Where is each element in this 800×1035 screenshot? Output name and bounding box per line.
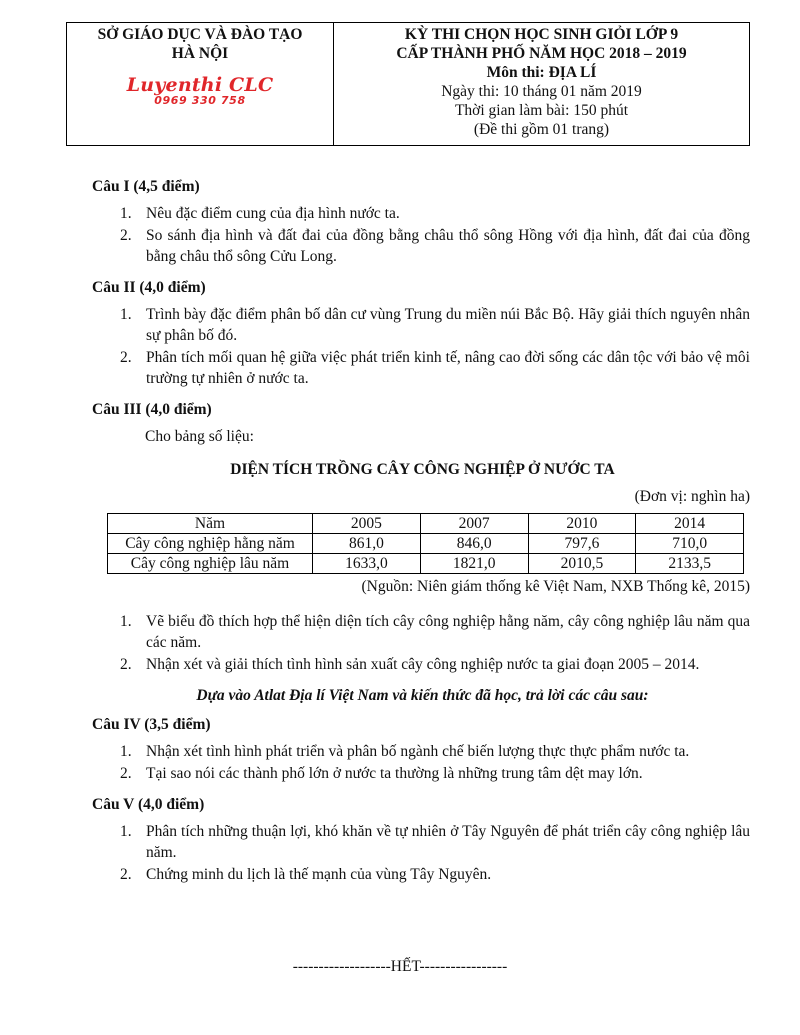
table-title: DIỆN TÍCH TRỒNG CÂY CÔNG NGHIỆP Ở NƯỚC TA: [230, 461, 615, 478]
table-cell: Năm: [108, 514, 313, 534]
table-cell: 846,0: [420, 534, 528, 554]
table-cell: 797,6: [528, 534, 636, 554]
list-item: [95, 225, 750, 267]
item-text: Nhận xét tình hình phát triển và phân bố ngành chế biến lượng thực thực phẩm nước ta.: [146, 743, 690, 760]
question-4-title: Câu IV (3,5 điểm): [92, 716, 211, 733]
header-right: [334, 23, 749, 145]
question-5-title: Câu V (4,0 điểm): [92, 796, 205, 813]
exam-title-line2: CẤP THÀNH PHỐ NĂM HỌC 2018 – 2019: [396, 45, 687, 62]
org-line2: HÀ NỘI: [171, 45, 229, 62]
item-text: So sánh địa hình và đất đai của đồng bằng châu thổ sông Hồng với địa hình, đất đai của đồng bằng châu thổ sông Cửu Long.: [146, 227, 750, 265]
exam-pages: (Đề thi gồm 01 trang): [473, 121, 610, 138]
item-text: Phân tích mối quan hệ giữa việc phát triển kinh tế, nâng cao đời sống các dân tộc với bảo vệ môi trường tự nhiên ở nước ta.: [146, 349, 750, 387]
exam-date: Ngày thi: 10 tháng 01 năm 2019: [441, 83, 642, 100]
table-row: [108, 554, 744, 574]
table-cell: 2010,5: [528, 554, 636, 574]
table-cell: 1633,0: [313, 554, 421, 574]
item-text: Nhận xét và giải thích tình hình sản xuất cây công nghiệp nước ta giai đoạn 2005 – 2014.: [146, 656, 700, 673]
table-source: (Nguồn: Niên giám thống kê Việt Nam, NXB Thống kê, 2015): [361, 578, 750, 595]
atlas-instruction: Dựa vào Atlat Địa lí Việt Nam và kiến thức đã học, trả lời các câu sau:: [196, 687, 649, 704]
end-marker: -------------------HẾT-----------------: [292, 958, 508, 975]
header-left: [67, 23, 334, 145]
list-item: [95, 864, 750, 885]
table-cell: 1821,0: [420, 554, 528, 574]
question-3-list: [95, 611, 750, 675]
item-text: Tại sao nói các thành phố lớn ở nước ta thường là những trung tâm dệt may lớn.: [146, 765, 643, 782]
item-text: Nêu đặc điểm cung của địa hình nước ta.: [146, 205, 400, 222]
item-number: 1.: [120, 743, 132, 760]
list-item: [95, 821, 750, 863]
exam-duration: Thời gian làm bài: 150 phút: [454, 102, 629, 119]
item-text: Trình bày đặc điểm phân bố dân cư vùng Trung du miền núi Bắc Bộ. Hãy giải thích nguyên nhân sự phân bố đó.: [146, 306, 750, 344]
table-cell: 2133,5: [636, 554, 744, 574]
question-1-list: [95, 203, 750, 267]
item-number: 2.: [120, 765, 132, 782]
item-number: 1.: [120, 613, 132, 630]
list-item: [95, 203, 750, 224]
table-cell: 2005: [313, 514, 421, 534]
table-cell: Cây công nghiệp lâu năm: [108, 554, 313, 574]
table-intro: Cho bảng số liệu:: [145, 428, 254, 445]
exam-subject: Môn thi: ĐỊA LÍ: [486, 64, 597, 81]
table-unit: (Đơn vị: nghìn ha): [634, 488, 750, 505]
item-number: 2.: [120, 349, 132, 366]
org-line1: SỞ GIÁO DỤC VÀ ĐÀO TẠO: [97, 26, 303, 43]
question-3-title: Câu III (4,0 điểm): [92, 401, 212, 418]
question-5-list: [95, 821, 750, 885]
list-item: [95, 654, 750, 675]
item-text: Vẽ biểu đồ thích hợp thể hiện diện tích cây công nghiệp hằng năm, cây công nghiệp lâu năm qua các năm.: [146, 613, 750, 651]
list-item: [95, 741, 750, 762]
item-number: 1.: [120, 306, 132, 323]
question-2-title: Câu II (4,0 điểm): [92, 279, 206, 296]
brand-logo: Luyenthi CLC: [126, 74, 274, 96]
exam-header: [66, 22, 750, 146]
data-table: [107, 513, 744, 574]
item-number: 2.: [120, 866, 132, 883]
table-header-row: [108, 514, 744, 534]
table-cell: Cây công nghiệp hằng năm: [108, 534, 313, 554]
brand-phone: 0969 330 758: [154, 94, 246, 107]
question-2-list: [95, 304, 750, 389]
table-cell: 861,0: [313, 534, 421, 554]
exam-content: [92, 176, 750, 895]
question-1-title: Câu I (4,5 điểm): [92, 178, 200, 195]
table-cell: 2014: [636, 514, 744, 534]
question-4-list: [95, 741, 750, 784]
table-cell: 2007: [420, 514, 528, 534]
table-cell: 710,0: [636, 534, 744, 554]
list-item: [95, 347, 750, 389]
table-row: [108, 534, 744, 554]
item-number: 1.: [120, 823, 132, 840]
exam-title-line1: KỲ THI CHỌN HỌC SINH GIỎI LỚP 9: [404, 26, 679, 43]
item-number: 2.: [120, 656, 132, 673]
list-item: [95, 304, 750, 346]
item-text: Chứng minh du lịch là thế mạnh của vùng Tây Nguyên.: [146, 866, 492, 883]
table-cell: 2010: [528, 514, 636, 534]
list-item: [95, 611, 750, 653]
item-text: Phân tích những thuận lợi, khó khăn về tự nhiên ở Tây Nguyên để phát triển cây công nghiệp lâu năm.: [146, 823, 750, 861]
item-number: 2.: [120, 227, 132, 244]
list-item: [95, 763, 750, 784]
item-number: 1.: [120, 205, 132, 222]
